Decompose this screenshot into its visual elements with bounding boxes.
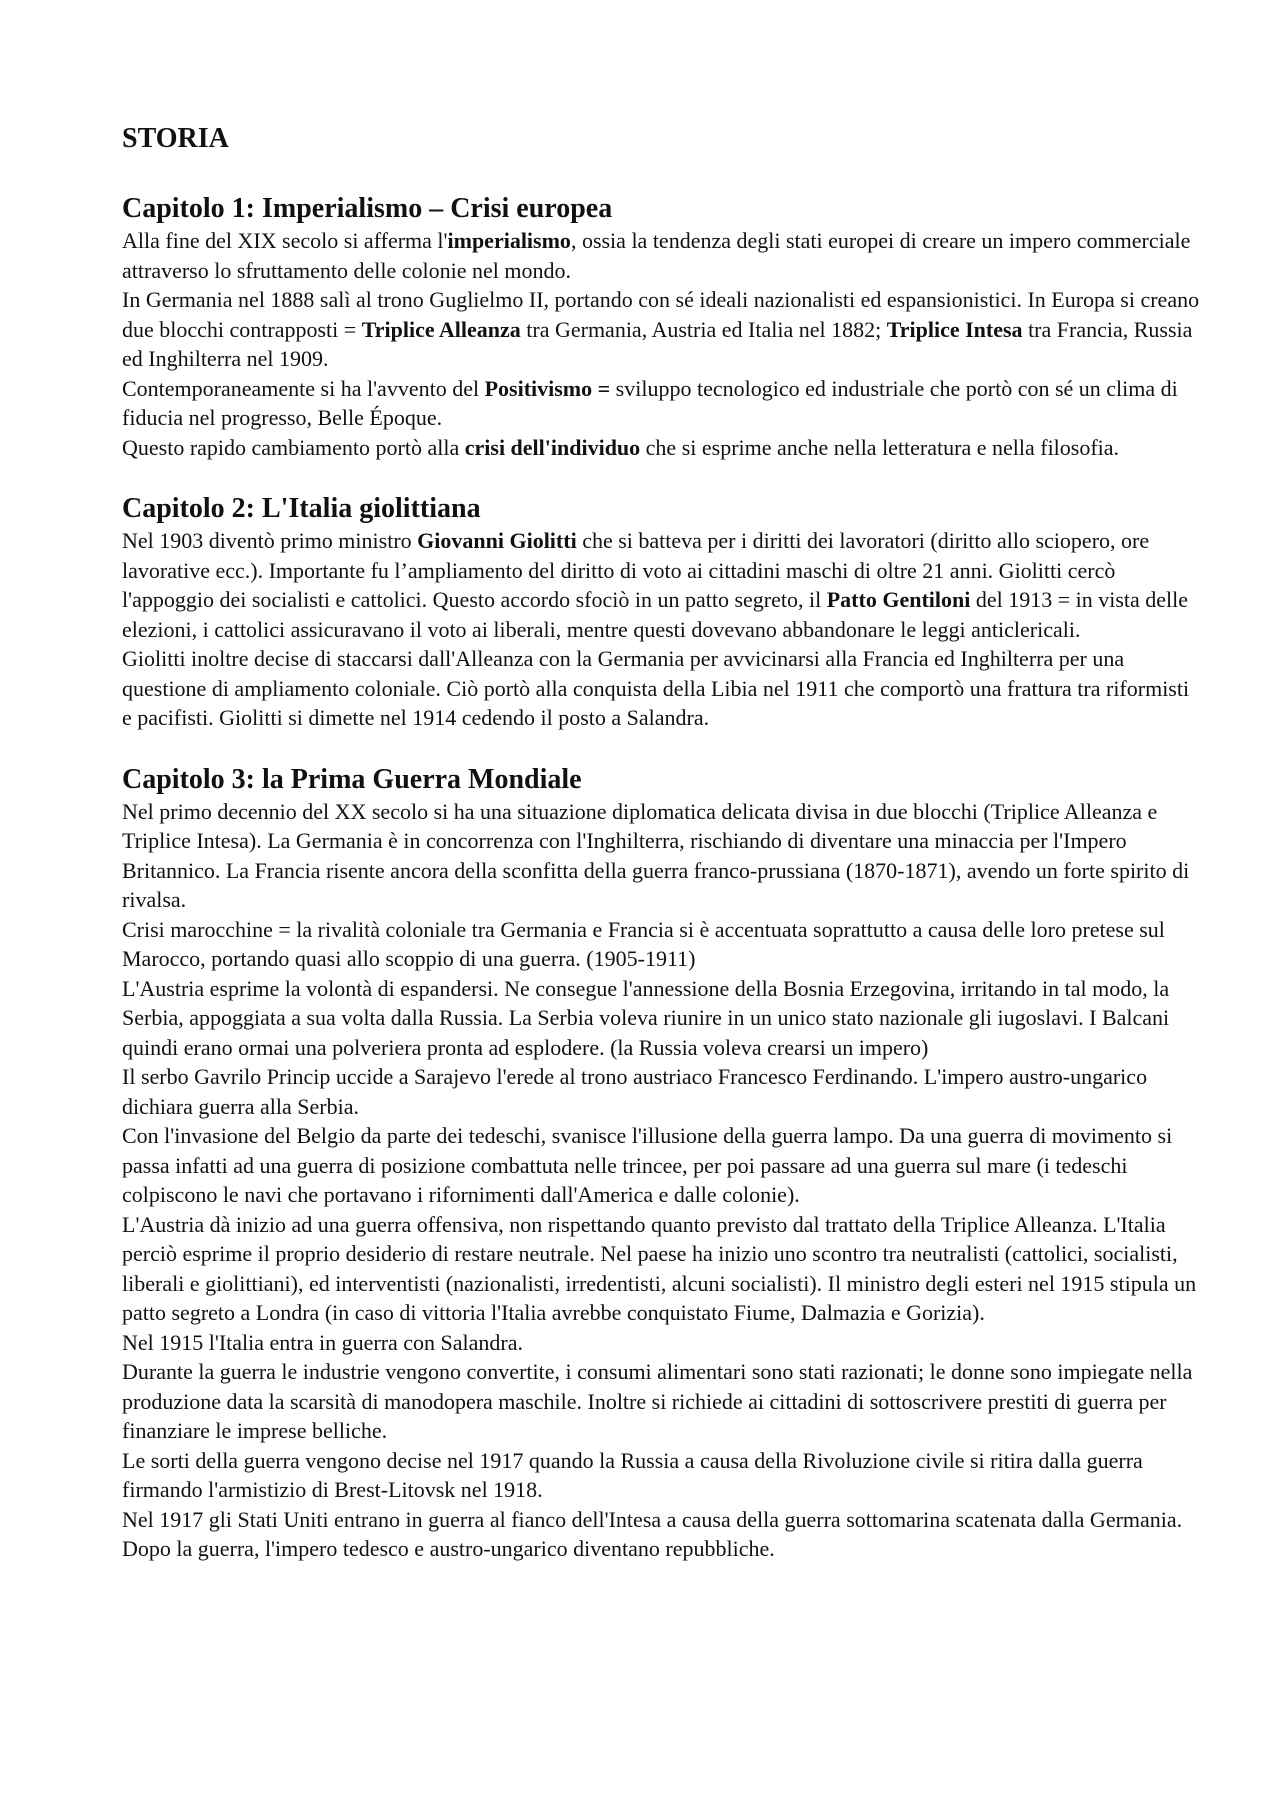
text-run: tra Germania, Austria ed Italia nel 1882; [520,316,887,342]
text-run: Giolitti inoltre decise di staccarsi dall'Alleanza con la Germania per avvicinarsi alla Francia ed Inghilterra per una questione di ampliamento coloniale. Ciò portò alla conquista della Libia nel 1911 che comportò una frattura tra riformisti e pacifisti. Giolitti si dimette nel 1914 cedendo il posto a Salandra. [122,646,1190,730]
text-run: Con l'invasione del Belgio da parte dei tedeschi, svanisce l'illusione della guerra lampo. Da una guerra di movimento si passa infatti ad una guerra di posizione combattuta nelle trincee, per poi passare ad una guerra sul mare (i tedeschi colpiscono le navi che portavano i rifornimenti dall'America e dalle colonie). [122,1123,1173,1207]
paragraph [122,285,1202,374]
chapter-title: Capitolo 3: la Prima Guerra Mondiale [122,763,582,795]
text-run: Le sorti della guerra vengono decise nel 1917 quando la Russia a causa della Rivoluzione civile si ritira dalla guerra firmando l'armistizio di Brest-Litovsk nel 1918. [122,1447,1143,1502]
chapters-container [122,192,1202,1564]
bold-term: Triplice Alleanza [361,316,521,342]
paragraph [122,1328,1202,1358]
text-run: Nel 1917 gli Stati Uniti entrano in guerra al fianco dell'Intesa a causa della guerra sottomarina scatenata dalla Germania. Dopo la guerra, l'impero tedesco e austro-ungarico diventano repubbliche. [122,1506,1183,1561]
text-run: Nel primo decennio del XX secolo si ha una situazione diplomatica delicata divisa in due blocchi (Triplice Alleanza e Triplice Intesa). La Germania è in concorrenza con l'Inghilterra, rischiando di diventare una minaccia per l'Impero Britannico. La Francia risente ancora della sconfitta della guerra franco-prussiana (1870-1871), avendo un forte spirito di rivalsa. [122,798,1190,912]
bold-term: imperialismo [447,228,571,253]
text-run: Contemporaneamente si ha l'avvento del [122,375,485,401]
chapter-3 [122,763,1202,1564]
bold-term: Triplice Intesa [886,316,1023,342]
text-run: Alla fine del XIX secolo si afferma l' [122,228,448,253]
paragraph [122,1062,1202,1121]
bold-term: Giovanni Giolitti [417,528,577,553]
paragraph [122,1357,1202,1446]
bold-term: crisi dell'individuo [464,434,641,460]
bold-term: Patto Gentiloni [826,587,971,612]
document-title: STORIA [122,123,229,154]
text-run: Crisi marocchine = la rivalità coloniale tra Germania e Francia si è accentuata soprattutto a causa delle loro pretese sul Marocco, portando quasi allo scoppio di una guerra. (1905-1911) [122,916,1165,971]
paragraph [122,1121,1202,1210]
paragraph [122,797,1202,915]
paragraph [122,374,1202,433]
text-run: tra Francia, Russia ed Inghilterra nel 1909. [122,316,1193,371]
chapter-2 [122,492,1202,733]
text-run: Questo rapido cambiamento portò alla [122,434,465,460]
document-page [122,122,1202,1594]
text-run: , ossia la tendenza degli stati europei di creare un impero commerciale attraverso lo sfruttamento delle colonie nel mondo. [122,228,1191,283]
text-run: che si batteva per i diritti dei lavoratori (diritto allo sciopero, ore lavorative ecc.). Importante fu l’ampliamento del diritto di voto ai cittadini maschi di oltre 21 anni. Giolitti cercò l'appoggio dei socialisti e cattolici. Questo accordo sfociò in un patto segreto, il [122,528,1150,612]
paragraph [122,1446,1202,1505]
text-run: Durante la guerra le industrie vengono convertite, i consumi alimentari sono stati razionati; le donne sono impiegate nella produzione data la scarsità di manodopera maschile. Inoltre si richiede ai cittadini di sottoscrivere prestiti di guerra per finanziare le imprese belliche. [122,1359,1193,1443]
paragraph [122,644,1202,733]
paragraph [122,1505,1202,1564]
text-run: che si esprime anche nella letteratura e nella filosofia. [640,434,1120,460]
chapter-1 [122,192,1202,462]
paragraph [122,915,1202,974]
text-run: sviluppo tecnologico ed industriale che portò con sé un clima di fiducia nel progresso, Belle Époque. [122,375,1178,430]
chapter-title: Capitolo 2: L'Italia giolittiana [122,493,481,524]
text-run: Nel 1915 l'Italia entra in guerra con Salandra. [122,1329,524,1355]
text-run: Nel 1903 diventò primo ministro [122,528,418,553]
text-run: del 1913 = in vista delle elezioni, i cattolici assicuravano il voto ai liberali, mentre questi dovevano abbandonare le leggi anticlericali. [122,587,1189,642]
text-run: L'Austria esprime la volontà di espandersi. Ne consegue l'annessione della Bosnia Erzegovina, irritando in tal modo, la Serbia, appoggiata a sua volta dalla Russia. La Serbia voleva riunire in un unico stato nazionale gli iugoslavi. I Balcani quindi erano ormai una polveriera pronta ad esplodere. (la Russia voleva crearsi un impero) [122,975,1170,1060]
paragraph [122,433,1202,463]
text-run: In Germania nel 1888 salì al trono Guglielmo II, portando con sé ideali nazionalisti ed espansionistici. In Europa si creano due blocchi contrapposti = [122,287,1200,342]
text-run: Il serbo Gavrilo Princip uccide a Sarajevo l'erede al trono austriaco Francesco Ferdinando. L'impero austro-ungarico dichiara guerra alla Serbia. [122,1064,1148,1119]
paragraph [122,974,1202,1063]
paragraph [122,1210,1202,1328]
bold-term: Positivismo = [484,375,611,401]
text-run: L'Austria dà inizio ad una guerra offensiva, non rispettando quanto previsto dal trattato della Triplice Alleanza. L'Italia perciò esprime il proprio desiderio di restare neutrale. Nel paese ha inizio uno scontro tra neutralisti (cattolici, socialisti, liberali e giolittiani), ed interventisti (nazionalisti, irredentisti, alcuni socialisti). Il ministro degli esteri nel 1915 stipula un patto segreto a Londra (in caso di vittoria l'Italia avrebbe conquistato Fiume, Dalmazia e Gorizia). [122,1211,1197,1325]
paragraph [122,226,1202,285]
chapter-title: Capitolo 1: Imperialismo – Crisi europea [122,193,613,224]
paragraph [122,526,1202,644]
